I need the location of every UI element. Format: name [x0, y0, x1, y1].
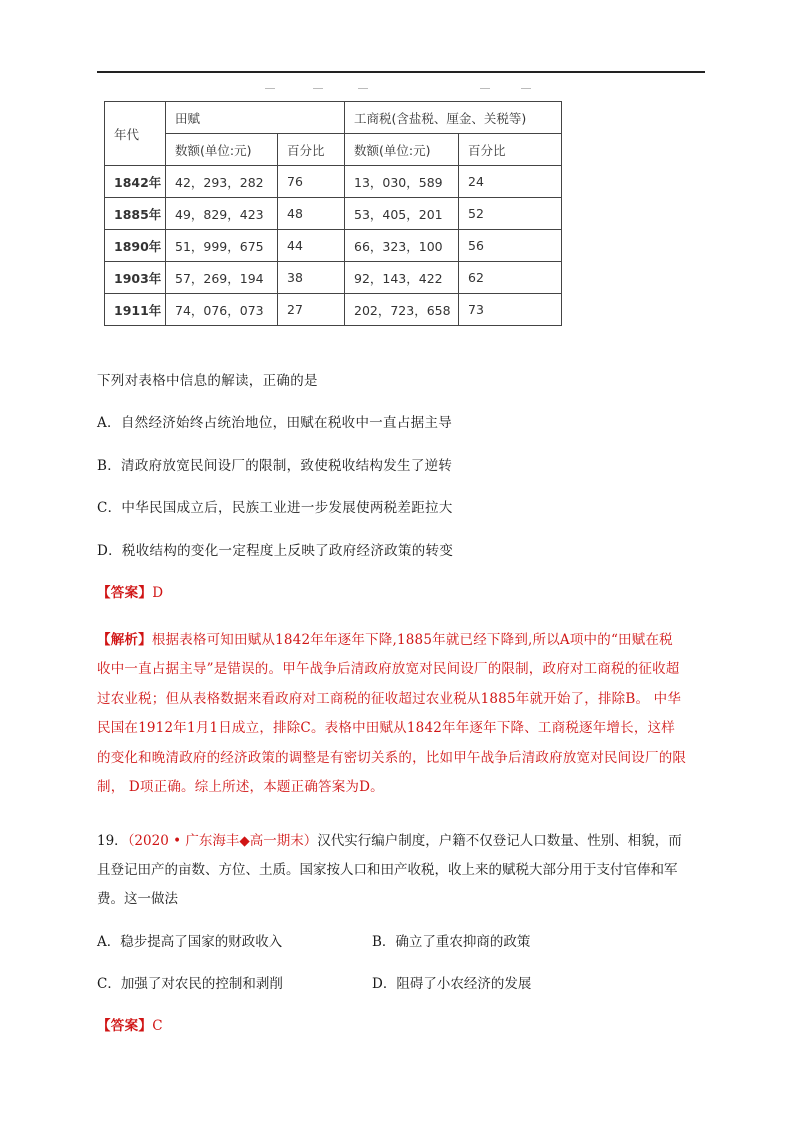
answer-label: 【答案】 — [97, 1018, 153, 1034]
q19-option-b: B．确立了重农抑商的政策 — [372, 934, 531, 950]
row-year: 1885年 — [105, 198, 166, 230]
q19-stem — [97, 827, 709, 914]
q18-answer — [97, 585, 163, 601]
table-row — [105, 198, 562, 230]
analysis-label: 【解析】 — [97, 632, 152, 648]
q18-stem: 下列对表格中信息的解读，正确的是 — [97, 373, 318, 389]
table-row — [105, 294, 562, 326]
table-row — [105, 166, 562, 198]
land-amount: 42，293，282 — [166, 166, 278, 198]
land-amount: 74，076，073 — [166, 294, 278, 326]
table-subheader-row — [105, 134, 562, 166]
commerce-amount-header: 数额(单位:元) — [345, 134, 459, 166]
analysis-line: 收中一直占据主导”是错误的。甲午战争后清政府放宽对民间设厂的限制，政府对工商税的征收超 — [97, 661, 680, 678]
land-amount: 51，999，675 — [166, 230, 278, 262]
table-header-row — [105, 102, 562, 134]
row-year: 1903年 — [105, 262, 166, 294]
q19-option-a: A．稳步提高了国家的财政收入 — [97, 934, 283, 950]
q18-option-a: A．自然经济始终占统治地位，田赋在税收中一直占据主导 — [97, 415, 453, 431]
q19-stem-line: 且登记田产的亩数、方位、土质。国家按人口和田产收税，收上来的赋税大部分用于支付官俸和军 — [97, 862, 678, 878]
table-row — [105, 230, 562, 262]
commerce-amount: 66，323，100 — [345, 230, 459, 262]
answer-value: D — [152, 585, 164, 601]
q18-option-b: B．清政府放宽民间设厂的限制，致使税收结构发生了逆转 — [97, 458, 453, 474]
land-amount: 49，829，423 — [166, 198, 278, 230]
analysis-line: 制， D项正确。综上所述，本题正确答案为D。 — [97, 779, 384, 796]
land-percent-header: 百分比 — [278, 134, 345, 166]
commerce-percent: 62 — [459, 262, 562, 294]
commerce-tax-header: 工商税(含盐税、厘金、关税等) — [345, 102, 562, 134]
q19-stem-line: 费。这一做法 — [97, 891, 178, 907]
analysis-line: 民国在1912年1月1日成立，排除C。表格中田赋从1842年年逐年下降、工商税逐年增长，这样 — [97, 720, 675, 737]
land-percent: 38 — [278, 262, 345, 294]
commerce-amount: 92，143，422 — [345, 262, 459, 294]
commerce-percent: 56 — [459, 230, 562, 262]
commerce-amount: 53，405，201 — [345, 198, 459, 230]
commerce-percent: 73 — [459, 294, 562, 326]
header-rule — [97, 71, 705, 73]
q18-option-c: C．中华民国成立后，民族工业进一步发展使两税差距拉大 — [97, 500, 453, 516]
land-percent: 27 — [278, 294, 345, 326]
answer-label: 【答案】 — [97, 585, 153, 601]
land-percent: 76 — [278, 166, 345, 198]
land-amount-header: 数额(单位:元) — [166, 134, 278, 166]
commerce-amount: 202，723，658 — [345, 294, 459, 326]
land-amount: 57，269，194 — [166, 262, 278, 294]
q19-option-d: D．阻碍了小农经济的发展 — [372, 976, 532, 992]
q19-source: （2020 • 广东海丰◆高一期末） — [127, 833, 318, 849]
analysis-line: 过农业税；但从表格数据来看政府对工商税的征收超过农业税从1885年就开始了，排除B。 中华 — [97, 690, 682, 707]
commerce-percent: 52 — [459, 198, 562, 230]
land-percent: 48 — [278, 198, 345, 230]
q19-number: 19． — [97, 833, 128, 849]
land-tax-header: 田赋 — [166, 102, 345, 134]
q19-answer — [97, 1018, 163, 1034]
commerce-percent: 24 — [459, 166, 562, 198]
table-row — [105, 262, 562, 294]
land-percent: 44 — [278, 230, 345, 262]
q18-option-d: D．税收结构的变化一定程度上反映了政府经济政策的转变 — [97, 543, 454, 559]
q19-option-c: C．加强了对农民的控制和剥削 — [97, 976, 283, 992]
row-year: 1911年 — [105, 294, 166, 326]
q18-analysis — [97, 626, 709, 802]
analysis-line: 根据表格可知田赋从1842年年逐年下降,1885年就已经下降到,所以A项中的“田赋在税 — [151, 632, 673, 648]
commerce-amount: 13，030，589 — [345, 166, 459, 198]
commerce-percent-header: 百分比 — [459, 134, 562, 166]
row-year: 1842年 — [105, 166, 166, 198]
header-marks — [265, 88, 535, 94]
q19-stem-line: 汉代实行编户制度，户籍不仅登记人口数量、性别、相貌，而 — [317, 833, 682, 849]
year-header: 年代 — [105, 102, 166, 166]
answer-value: C — [152, 1018, 163, 1034]
row-year: 1890年 — [105, 230, 166, 262]
tax-table — [104, 101, 562, 326]
analysis-line: 的变化和晚清政府的经济政策的调整是有密切关系的，比如甲午战争后清政府放宽对民间设厂的限 — [97, 749, 687, 766]
